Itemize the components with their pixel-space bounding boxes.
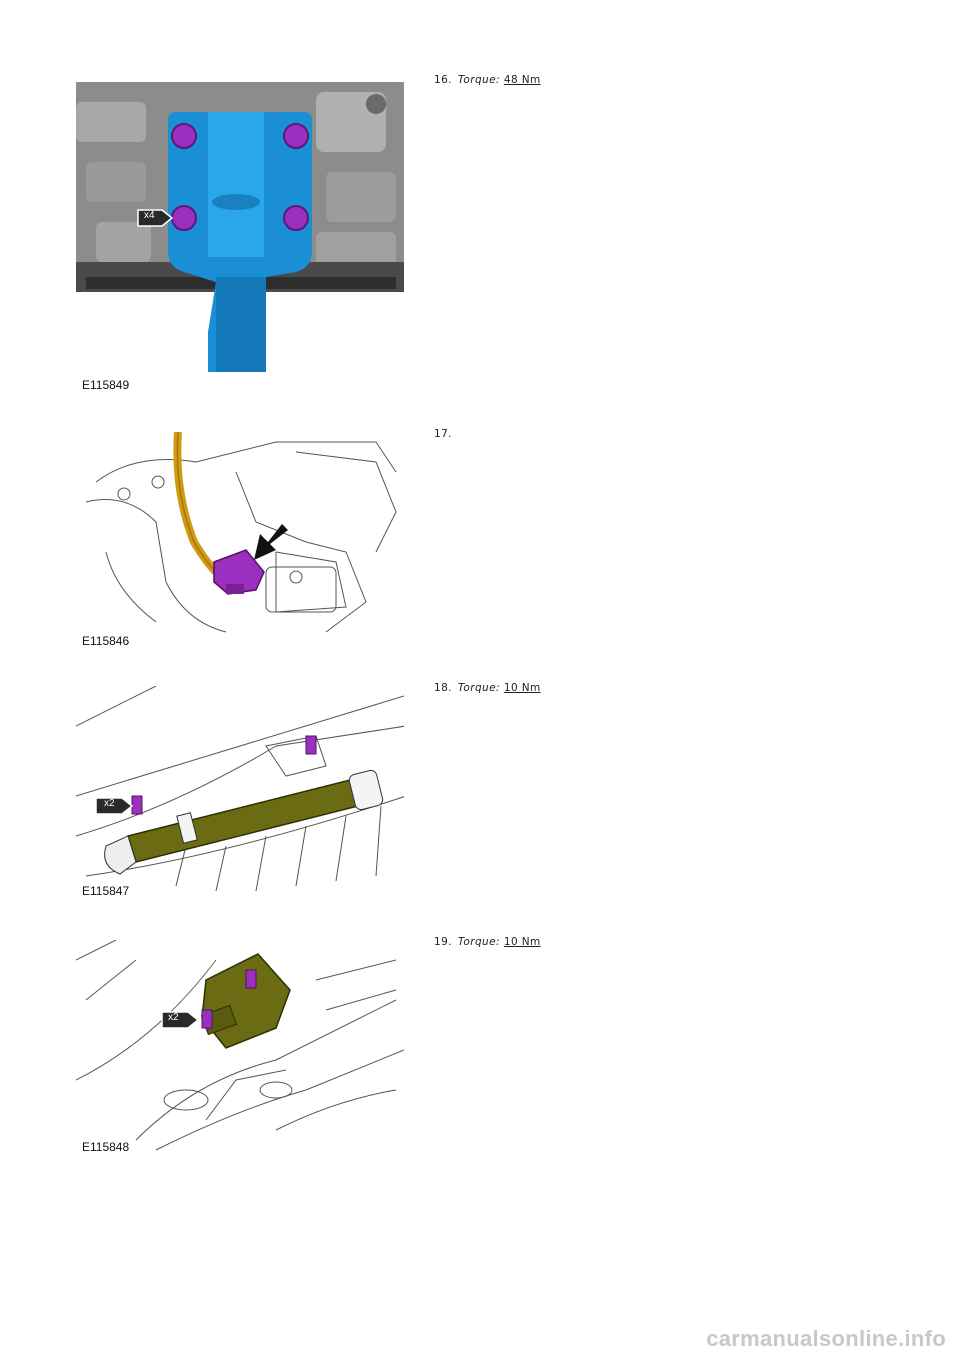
callout-label: x4 (144, 210, 155, 221)
torque-value[interactable]: 48 Nm (503, 74, 541, 86)
step-18-text (434, 682, 541, 694)
torque-value[interactable]: 10 Nm (503, 936, 541, 948)
connector-figure (76, 432, 404, 650)
step-19-text (434, 936, 541, 948)
step-number: 18. (434, 682, 452, 694)
callout-label: x2 (104, 798, 115, 809)
watermark: carmanualsonline.info (706, 1326, 946, 1351)
figure-id: E115846 (82, 634, 130, 648)
step-number: 19. (434, 936, 452, 948)
step-16-illustration (76, 82, 404, 394)
engine-mount-figure (76, 82, 404, 394)
pipe-figure (76, 686, 404, 900)
torque-label: Torque: (457, 936, 500, 948)
step-19-illustration (76, 940, 404, 1156)
step-17-illustration (76, 432, 404, 650)
step-number: 17. (434, 428, 452, 440)
torque-label: Torque: (457, 682, 500, 694)
figure-id: E115849 (82, 378, 130, 392)
step-number: 16. (434, 74, 452, 86)
step-16-text (434, 74, 541, 86)
torque-label: Torque: (457, 74, 500, 86)
bracket-figure (76, 940, 404, 1156)
figure-id: E115848 (82, 1140, 130, 1154)
figure-id: E115847 (82, 884, 130, 898)
step-18-illustration (76, 686, 404, 900)
torque-value[interactable]: 10 Nm (503, 682, 541, 694)
callout-label: x2 (168, 1012, 179, 1023)
step-17-text (434, 428, 458, 440)
